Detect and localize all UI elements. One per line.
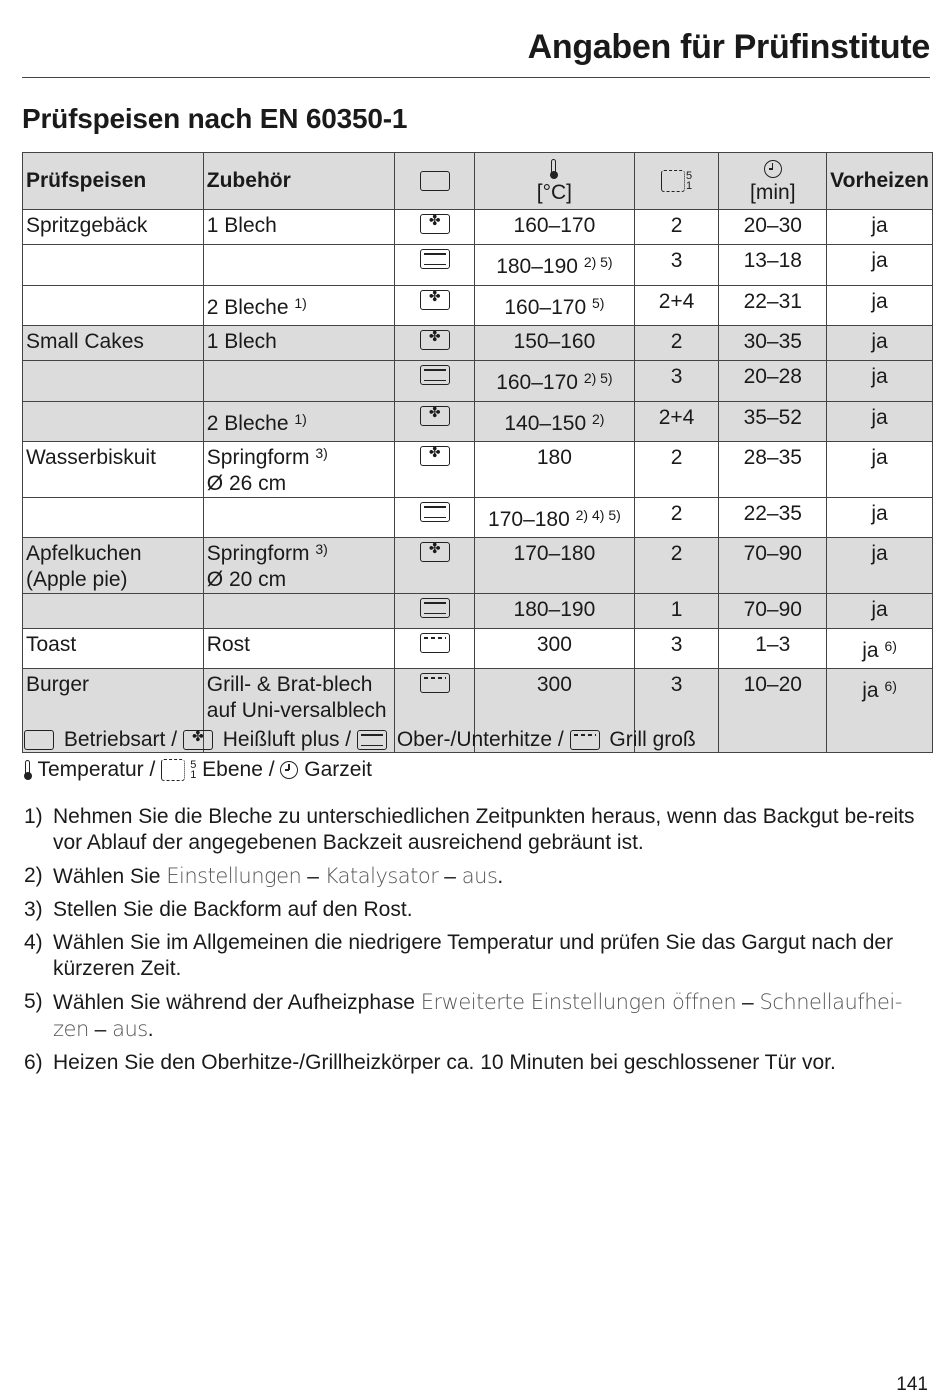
fan-icon [420,542,450,562]
table-row [23,210,933,245]
cell-accessory [203,210,395,245]
cell-food [23,361,204,402]
cell-time [719,361,827,402]
temperature-value [478,498,630,533]
grill-icon [420,633,450,653]
level-text: 3 [670,633,683,656]
cell-accessory [203,442,395,498]
preheat-text: ja [871,214,888,237]
page-number: 141 [896,1374,928,1395]
cell-mode [395,594,475,629]
level-value [638,210,716,239]
table-row [23,594,933,629]
time-value [722,286,823,315]
footnote: 2) Wählen Sie Einstellungen – Katalysator – aus. [24,864,504,888]
accessory-name [207,629,392,658]
cell-time [719,245,827,286]
operating-mode-icon [24,730,54,750]
footnote: 1) Nehmen Sie die Bleche zu unterschiedlichen Zeitpunkten heraus, wenn das Backgut be-reits vor Ablauf der angegebenen Backzeit ausreichend gebräunt ist. [24,805,915,854]
level-value [638,669,716,698]
thermometer-icon [550,159,558,179]
cell-temperature [475,210,634,245]
temperature-value [478,245,630,280]
preheat-value [830,210,929,239]
accessory-size: Ø 20 cm [206,568,287,591]
footnote: 5) Wählen Sie während der Aufheizphase Erweiterte Einstellungen öffnen – Schnellaufhei-zen – aus. [24,990,902,1041]
top-bottom-heat-icon [357,730,387,750]
top-bottom-heat-icon [420,249,450,269]
col-header-accessory: Zubehör [203,153,395,210]
col-header-food: Prüfspeisen [23,153,204,210]
header-divider [22,77,930,78]
level-text: 3 [670,365,683,388]
clock-icon [764,160,782,178]
temp-text: 180 [536,446,572,469]
cell-time [719,326,827,361]
accessory-size: Ø 26 cm [206,472,287,495]
food-name: Spritzgebäck [26,214,148,237]
cell-accessory [203,245,395,286]
temperature-value [478,286,630,321]
footnote-ref: 1) [294,295,307,311]
food-name: Small Cakes [26,330,144,353]
col-header-level [634,153,719,210]
temperature-value [478,326,630,355]
preheat-value [830,442,929,471]
cell-food [23,326,204,361]
time-value [722,669,823,698]
cell-preheat [827,286,933,326]
cell-temperature [475,326,634,361]
accessory-name [207,442,392,497]
cell-mode [395,442,475,498]
level-value [638,286,716,315]
temperature-value [478,629,630,658]
time-text: 35–52 [743,406,802,429]
cell-level [634,210,719,245]
cell-food [23,538,204,594]
cell-accessory [203,326,395,361]
level-value [638,442,716,471]
accessory-name [207,286,392,321]
level-text: 2 [670,330,683,353]
cell-time [719,286,827,326]
level-value [638,498,716,527]
legend-temp: Temperatur / [37,758,156,781]
level-text: 2 [670,502,683,525]
cell-food [23,245,204,286]
cell-accessory [203,498,395,538]
preheat-value [830,498,929,527]
col-header-time [719,153,827,210]
cell-mode [395,629,475,669]
level-text: 2 [670,214,683,237]
fan-icon [183,730,213,750]
cell-temperature [475,629,634,669]
table-row [23,286,933,326]
footnote: 4) Wählen Sie im Allgemeinen die niedrigere Temperatur und prüfen Sie das Gargut nach der kürzeren Zeit. [24,931,894,980]
preheat-text: ja [871,406,888,429]
time-value [722,402,823,431]
preheat-text: ja [871,598,888,621]
level-text: 2+4 [658,290,695,313]
cell-time [719,210,827,245]
footnote: 3) Stellen Sie die Backform auf den Rost. [24,898,413,921]
cell-time [719,402,827,442]
grill-icon [570,730,600,750]
footnote-ref: 2) 5) [583,370,613,386]
cell-preheat [827,326,933,361]
time-text: 10–20 [743,673,802,696]
time-value [722,594,823,623]
cell-accessory [203,629,395,669]
legend-level: Ebene / [202,758,275,781]
cell-temperature [475,498,634,538]
footnote-ref: 2) [591,411,605,427]
cell-level [634,629,719,669]
thermometer-icon [24,760,32,780]
preheat-value [830,629,929,664]
accessory-text: Grill- & Brat-blech auf Uni-versalblech [206,673,387,722]
time-text: 70–90 [743,542,802,565]
food-name: Apfelkuchen (Apple pie) [26,542,142,591]
cell-accessory [203,538,395,594]
food-name: Burger [26,673,90,696]
level-value [638,402,716,431]
section-title: Prüfspeisen nach EN 60350-1 [22,103,408,134]
legend-line-2: Temperatur / 5 1 Ebene / Garzeit [24,758,372,782]
cell-level [634,594,719,629]
time-value [722,498,823,527]
operating-mode-icon [420,171,450,191]
cell-temperature [475,538,634,594]
table-row [23,245,933,286]
level-text: 2+4 [658,406,695,429]
cell-level [634,402,719,442]
cell-food [23,594,204,629]
cell-accessory [203,286,395,326]
cell-mode [395,286,475,326]
cell-mode [395,538,475,594]
preheat-text: ja [871,365,888,388]
accessory-text: 2 Bleche [206,296,289,319]
preheat-value [830,669,929,704]
cell-mode [395,326,475,361]
cell-mode [395,498,475,538]
cell-time [719,538,827,594]
time-text: 1–3 [755,633,791,656]
cell-mode [395,402,475,442]
cell-mode [395,245,475,286]
level-value [638,629,716,658]
footnote-ref: 3) [315,541,328,557]
top-bottom-heat-icon [420,365,450,385]
temperature-value [478,594,630,623]
legend-line-1 [24,728,696,752]
legend-ou: Ober-/Unterhitze / [396,728,564,751]
food-name: Toast [26,633,77,656]
time-text: 20–28 [743,365,802,388]
preheat-text: ja [871,249,888,272]
cell-level [634,442,719,498]
food-name: Wasserbiskuit [26,446,156,469]
cell-food [23,498,204,538]
cell-time [719,498,827,538]
grill-icon [420,673,450,693]
cell-preheat [827,538,933,594]
cell-preheat [827,245,933,286]
preheat-value [830,538,929,567]
cell-time [719,669,827,753]
preheat-text: ja [871,502,888,525]
cell-preheat [827,442,933,498]
preheat-value [830,326,929,355]
fan-icon [420,214,450,234]
accessory-text: 1 Blech [206,214,277,237]
time-unit: [min] [750,181,796,204]
level-text: 1 [670,598,683,621]
cell-preheat [827,669,933,753]
cell-temperature [475,245,634,286]
preheat-value [830,594,929,623]
clock-icon [280,761,298,779]
time-text: 22–31 [743,290,802,313]
footnotes [24,804,924,1083]
accessory-text: Rost [206,633,250,656]
cell-preheat [827,629,933,669]
cell-food [23,210,204,245]
preheat-value [830,402,929,431]
level-text: 3 [670,249,683,272]
fan-icon [420,446,450,466]
footnote-ref: 6) [884,638,897,654]
page-header: Angaben für Prüfinstitute [527,28,930,66]
level-value [638,594,716,623]
temperature-value [478,442,630,471]
table-row [23,402,933,442]
level-range: 5 1 [685,170,693,193]
time-value [722,538,823,567]
time-text: 13–18 [743,249,802,272]
cell-time [719,629,827,669]
temp-text: 160–170 [496,371,578,394]
time-value [722,629,823,658]
temperature-value [478,361,630,396]
legend-fan: Heißluft plus / [222,728,352,751]
temperature-value [478,210,630,239]
fan-icon [420,290,450,310]
level-value [638,361,716,390]
footnote-ref: 6) [884,678,897,694]
cell-level [634,245,719,286]
cell-temperature [475,594,634,629]
accessory-name [207,326,392,355]
cell-accessory [203,361,395,402]
accessory-text: Springform [206,446,310,469]
cell-accessory [203,594,395,629]
temp-unit: [°C] [536,181,573,204]
cell-preheat [827,594,933,629]
level-value [638,538,716,567]
table-header-row [23,153,933,210]
time-text: 22–35 [743,502,802,525]
level-value [638,326,716,355]
temp-text: 150–160 [513,330,596,353]
time-value [722,326,823,355]
temp-text: 300 [536,633,572,656]
cell-level [634,498,719,538]
footnote-ref: 5) [591,295,605,311]
cell-level [634,538,719,594]
legend-grill: Grill groß [609,728,696,751]
preheat-text: ja [871,330,888,353]
test-foods-table [22,152,933,753]
table-row [23,361,933,402]
top-bottom-heat-icon [420,598,450,618]
accessory-name [207,669,392,724]
top-bottom-heat-icon [420,502,450,522]
footnote-ref: 2) 5) [583,254,613,270]
cell-temperature [475,361,634,402]
cell-food [23,629,204,669]
temp-text: 160–170 [504,296,587,319]
col-header-mode [395,153,475,210]
cell-accessory [203,402,395,442]
temp-text: 180–190 [496,255,578,278]
cell-food [23,402,204,442]
time-text: 28–35 [743,446,802,469]
level-text: 2 [670,446,683,469]
cell-preheat [827,361,933,402]
col-header-preheat: Vorheizen [827,153,933,210]
cell-preheat [827,402,933,442]
fan-icon [420,406,450,426]
preheat-text: ja [862,679,879,702]
temperature-value [478,402,630,437]
cell-preheat [827,210,933,245]
cell-preheat [827,498,933,538]
accessory-text: 2 Bleche [206,412,289,435]
footnote-ref: 2) 4) 5) [575,507,621,523]
temperature-value [478,669,630,698]
table-row [23,326,933,361]
cell-level [634,361,719,402]
table-row [23,629,933,669]
time-value [722,245,823,274]
cell-temperature [475,286,634,326]
footnote-ref: 1) [294,411,307,427]
temp-text: 170–180 [488,508,570,531]
table-row [23,498,933,538]
temp-text: 140–150 [504,412,587,435]
preheat-value [830,361,929,390]
table-row [23,538,933,594]
cell-level [634,326,719,361]
footnote-ref: 3) [315,445,328,461]
shelf-level-icon [161,759,185,781]
time-value [722,210,823,239]
temp-text: 300 [536,673,572,696]
cell-time [719,442,827,498]
accessory-name [207,402,392,437]
preheat-value [830,286,929,315]
cell-food [23,286,204,326]
level-value [638,245,716,274]
accessory-text: 1 Blech [206,330,277,353]
cell-mode [395,361,475,402]
time-text: 70–90 [743,598,802,621]
time-text: 20–30 [743,214,802,237]
accessory-name [207,538,392,593]
cell-time [719,594,827,629]
fan-icon [420,330,450,350]
preheat-text: ja [871,290,888,313]
col-header-temperature [475,153,634,210]
level-text: 3 [670,673,683,696]
temp-text: 160–170 [513,214,596,237]
cell-level [634,286,719,326]
cell-mode [395,210,475,245]
preheat-text: ja [871,446,888,469]
preheat-text: ja [862,639,879,662]
shelf-level-icon [661,170,685,192]
legend-mode: Betriebsart / [63,728,178,751]
accessory-name [207,210,392,239]
time-text: 30–35 [743,330,802,353]
legend-time: Garzeit [304,758,372,781]
accessory-text: Springform [206,542,310,565]
cell-temperature [475,402,634,442]
temp-text: 180–190 [513,598,596,621]
temperature-value [478,538,630,567]
footnote: 6) Heizen Sie den Oberhitze-/Grillheizkörper ca. 10 Minuten bei geschlossener Tür vor. [24,1051,836,1074]
preheat-text: ja [871,542,888,565]
cell-temperature [475,442,634,498]
cell-food [23,442,204,498]
table-row [23,442,933,498]
time-value [722,361,823,390]
temp-text: 170–180 [513,542,596,565]
level-text: 2 [670,542,683,565]
time-value [722,442,823,471]
preheat-value [830,245,929,274]
